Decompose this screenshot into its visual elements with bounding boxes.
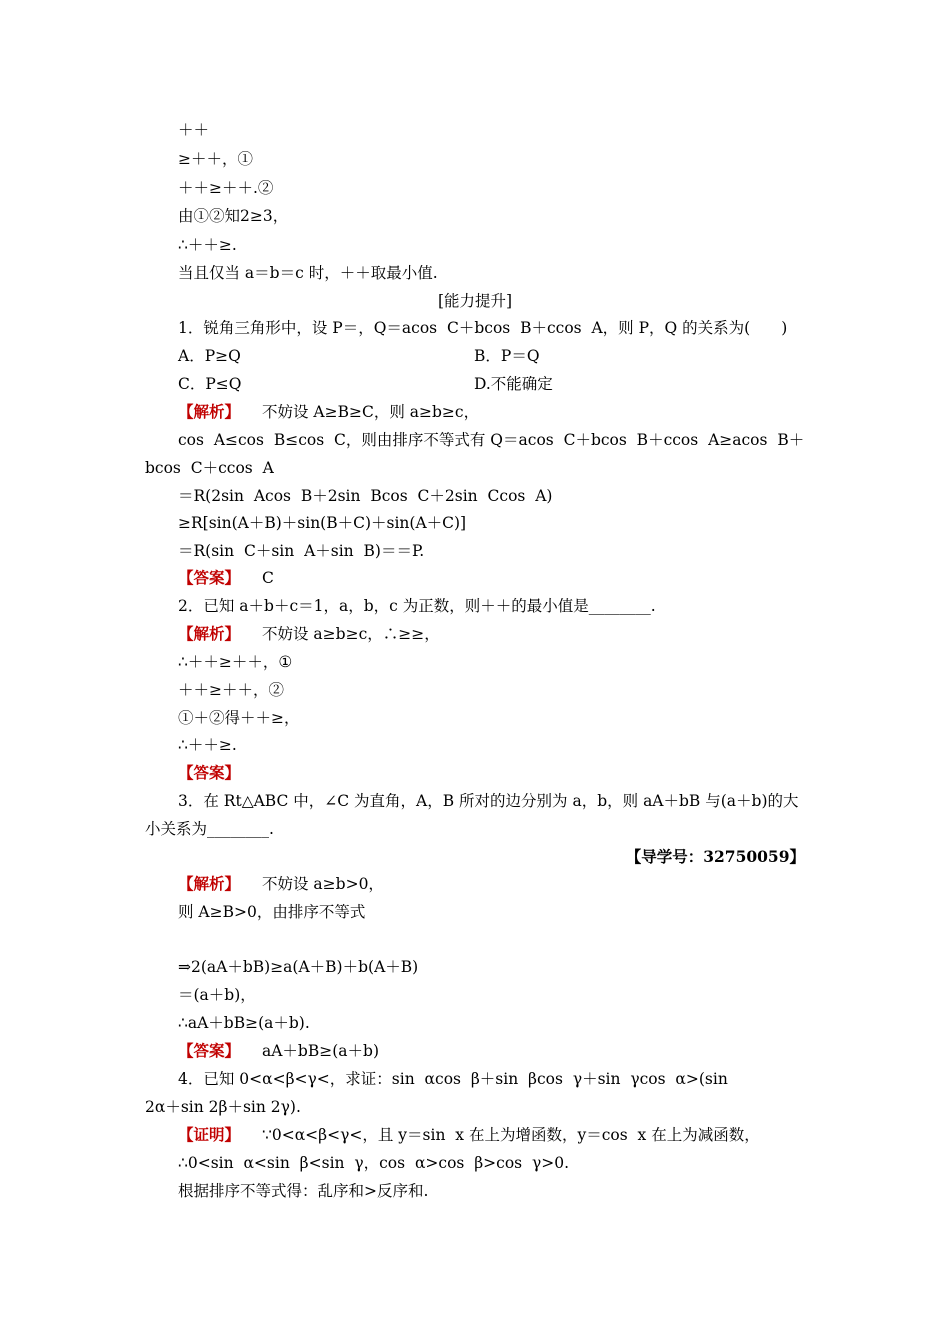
answer-value: aA＋bB≥(a＋b): [262, 1042, 379, 1060]
text-line: 不妨设 a≥b>0，: [262, 875, 384, 893]
text-line: 2α＋sin 2β＋sin 2γ).: [145, 1098, 301, 1116]
analysis-tag: 【解析】: [178, 402, 241, 421]
answer-tag: 【答案】: [178, 1041, 241, 1060]
option-c: C．P≤Q: [178, 375, 242, 393]
text-line: ∴＋＋≥＋＋，①: [178, 653, 293, 671]
answer-tag: 【答案】: [178, 568, 241, 587]
text-line: ＝R(2sin Acos B＋2sin Bcos C＋2sin Ccos A): [178, 487, 553, 505]
answer-tag: 【答案】: [178, 763, 241, 782]
text-line: 由①②知2≥3，: [178, 207, 289, 225]
text-line: ①＋②得＋＋≥，: [178, 709, 300, 727]
text-line: 则 A≥B>0，由排序不等式: [178, 903, 366, 921]
text-line: 根据排序不等式得：乱序和>反序和.: [178, 1182, 429, 1200]
section-title: [能力提升]: [437, 292, 513, 310]
question-2: 2．已知 a＋b＋c＝1，a，b，c 为正数，则＋＋的最小值是________.: [178, 597, 656, 615]
text-line: ∴＋＋≥.: [178, 736, 237, 754]
text-line: bcos C＋ccos A: [145, 459, 274, 477]
analysis-tag: 【解析】: [178, 624, 241, 643]
text-line: ≥＋＋，①: [178, 150, 253, 168]
text-line: ≥R[sin(A＋B)＋sin(B＋C)＋sin(A＋C)]: [178, 514, 467, 532]
text-line: ∴0<sin α<sin β<sin γ，cos α>cos β>cos γ>0.: [178, 1154, 570, 1172]
option-a: A．P≥Q: [178, 347, 241, 365]
text-line: ∴aA＋bB≥(a＋b).: [178, 1014, 310, 1032]
text-line: ∵0<α<β<γ<，且 y＝sin x 在上为增函数，y＝cos x 在上为减函数，: [262, 1126, 760, 1144]
proof-tag: 【证明】: [178, 1125, 241, 1144]
text-line: cos A≤cos B≤cos C，则由排序不等式有 Q＝acos C＋bcos B＋ccos A≥acos B＋: [178, 431, 805, 449]
text-line: 小关系为________.: [145, 820, 274, 838]
text-line: ＝R(sin C＋sin A＋sin B)＝＝P.: [178, 542, 425, 560]
text-line: 不妨设 a≥b≥c，∴≥≥，: [262, 625, 440, 643]
text-line: 不妨设 A≥B≥C，则 a≥b≥c，: [262, 403, 480, 421]
guide-number: 【导学号：32750059】: [625, 847, 805, 866]
text-line: 当且仅当 a＝b＝c 时，＋＋取最小值.: [178, 264, 438, 282]
text-line: ＋＋≥＋＋，②: [178, 681, 284, 699]
option-d: D.不能确定: [474, 375, 553, 393]
question-3: 3．在 Rt△ABC 中，∠C 为直角，A，B 所对的边分别为 a，b，则 aA＋bB 与(a＋b)的大: [178, 792, 799, 810]
answer-value: C: [262, 569, 274, 587]
text-line: ∴＋＋≥.: [178, 236, 237, 254]
question-1: 1．锐角三角形中，设 P＝，Q＝acos C＋bcos B＋ccos A，则 P，Q 的关系为( ): [178, 319, 788, 337]
text-line: ＋＋≥＋＋.②: [178, 179, 274, 197]
text-line: ⇒2(aA＋bB)≥a(A＋B)＋b(A＋B): [178, 958, 419, 976]
analysis-tag: 【解析】: [178, 874, 241, 893]
question-4: 4．已知 0<α<β<γ<，求证：sin αcos β＋sin βcos γ＋sin γcos α>(sin: [178, 1070, 728, 1088]
text-line: ＋＋: [178, 121, 210, 139]
text-line: ＝(a＋b)，: [178, 986, 256, 1004]
option-b: B．P＝Q: [474, 347, 540, 365]
